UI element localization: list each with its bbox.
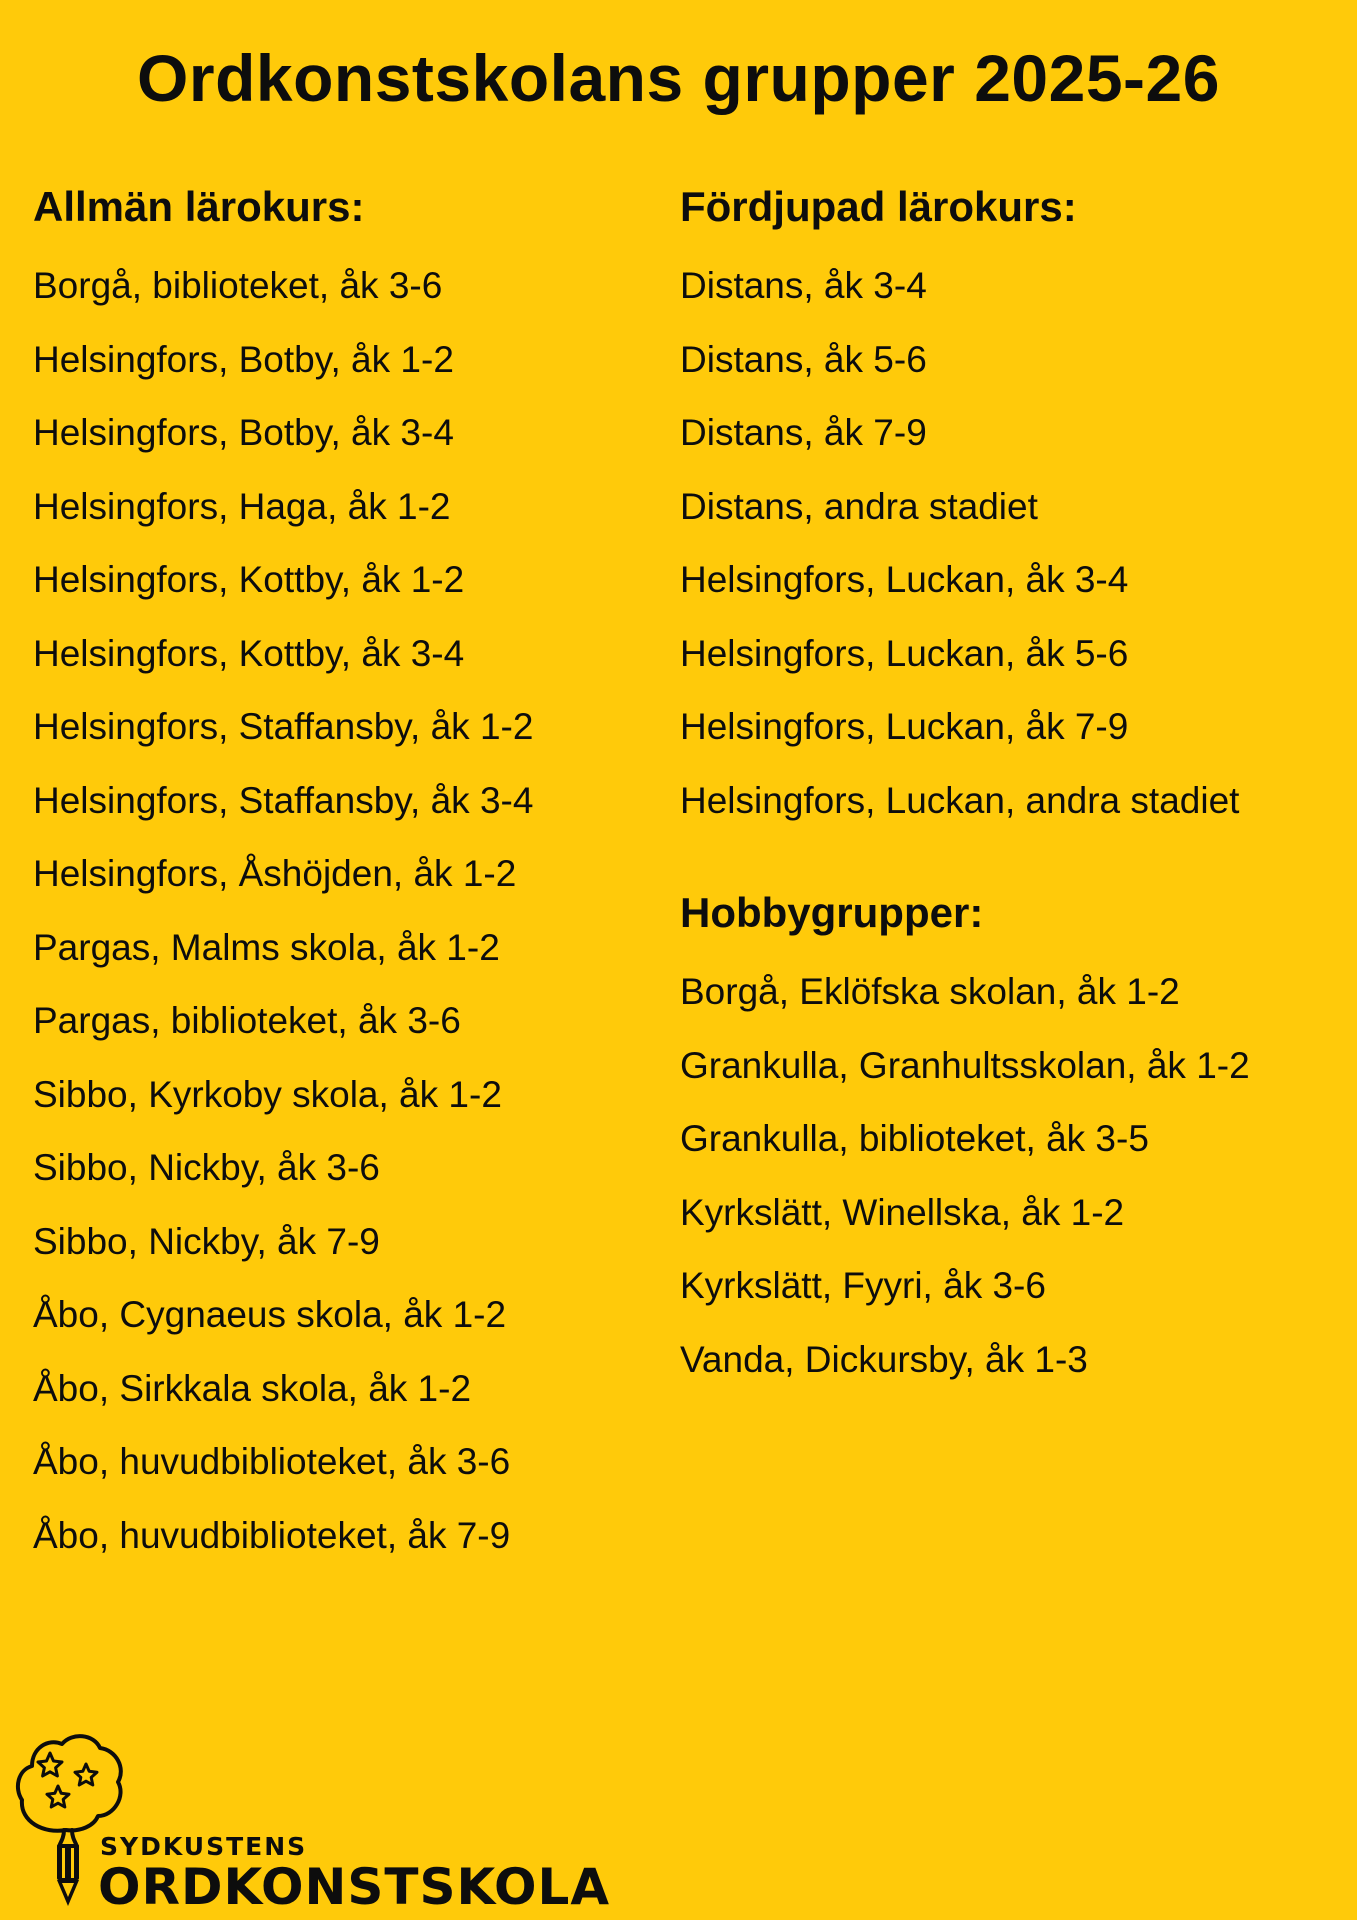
logo-line2: ORDKONSTSKOLA: [98, 1858, 611, 1916]
list-item: Pargas, Malms skola, åk 1-2: [33, 926, 500, 968]
list-item: Helsingfors, Luckan, andra stadiet: [680, 779, 1240, 821]
allman-larokurs-section: [33, 175, 653, 1572]
list-item: Helsingfors, Staffansby, åk 3-4: [33, 779, 534, 821]
list-item: Sibbo, Nickby, åk 7-9: [33, 1220, 380, 1262]
section-spacer: [680, 837, 1340, 881]
list-item: Kyrkslätt, Winellska, åk 1-2: [680, 1191, 1125, 1233]
list-item: Helsingfors, Luckan, åk 7-9: [680, 706, 1129, 747]
list-item: Åbo, Sirkkala skola, åk 1-2: [33, 1367, 472, 1409]
list-item: Helsingfors, Kottby, åk 3-4: [33, 632, 465, 674]
allman-heading: Allmän lärokurs:: [33, 183, 365, 230]
right-column: [680, 175, 1340, 1396]
hobby-list: [680, 955, 1340, 1396]
list-item: Helsingfors, Staffansby, åk 1-2: [33, 706, 534, 747]
sydkustens-ordkonstskola-logo: [14, 1730, 611, 1916]
list-item: Grankulla, Granhultsskolan, åk 1-2: [680, 1044, 1250, 1086]
list-item: Grankulla, biblioteket, åk 3-5: [680, 1118, 1149, 1159]
list-item: Sibbo, Kyrkoby skola, åk 1-2: [33, 1073, 502, 1115]
list-item: Sibbo, Nickby, åk 3-6: [33, 1147, 380, 1188]
list-item: Distans, andra stadiet: [680, 485, 1038, 527]
fordjupad-larokurs-section: [680, 175, 1340, 837]
list-item: Vanda, Dickursby, åk 1-3: [680, 1338, 1088, 1380]
list-item: Borgå, Eklöfska skolan, åk 1-2: [680, 971, 1180, 1012]
hobby-heading: Hobbygrupper:: [680, 889, 984, 936]
list-item: Kyrkslätt, Fyyri, åk 3-6: [680, 1265, 1046, 1306]
list-item: Distans, åk 3-4: [680, 265, 927, 306]
list-item: Helsingfors, Åshöjden, åk 1-2: [33, 853, 517, 894]
list-item: Pargas, biblioteket, åk 3-6: [33, 1000, 461, 1041]
list-item: Helsingfors, Botby, åk 3-4: [33, 412, 454, 453]
logo-line1: SYDKUSTENS: [100, 1832, 308, 1861]
list-item: Åbo, huvudbiblioteket, åk 3-6: [33, 1441, 511, 1482]
list-item: Helsingfors, Haga, åk 1-2: [33, 485, 451, 527]
list-item: Helsingfors, Botby, åk 1-2: [33, 338, 454, 380]
list-item: Helsingfors, Kottby, åk 1-2: [33, 559, 465, 600]
list-item: Helsingfors, Luckan, åk 5-6: [680, 632, 1129, 674]
page-title: Ordkonstskolans grupper 2025-26: [137, 41, 1220, 115]
list-item: Borgå, biblioteket, åk 3-6: [33, 265, 443, 306]
allman-list: [33, 249, 653, 1572]
list-item: Helsingfors, Luckan, åk 3-4: [680, 559, 1129, 600]
list-item: Distans, åk 7-9: [680, 412, 927, 453]
hobbygrupper-section: [680, 881, 1340, 1396]
list-item: Åbo, Cygnaeus skola, åk 1-2: [33, 1294, 507, 1335]
fordjupad-list: [680, 249, 1340, 837]
list-item: Distans, åk 5-6: [680, 338, 927, 380]
fordjupad-heading: Fördjupad lärokurs:: [680, 183, 1077, 230]
list-item: Åbo, huvudbiblioteket, åk 7-9: [33, 1514, 511, 1556]
